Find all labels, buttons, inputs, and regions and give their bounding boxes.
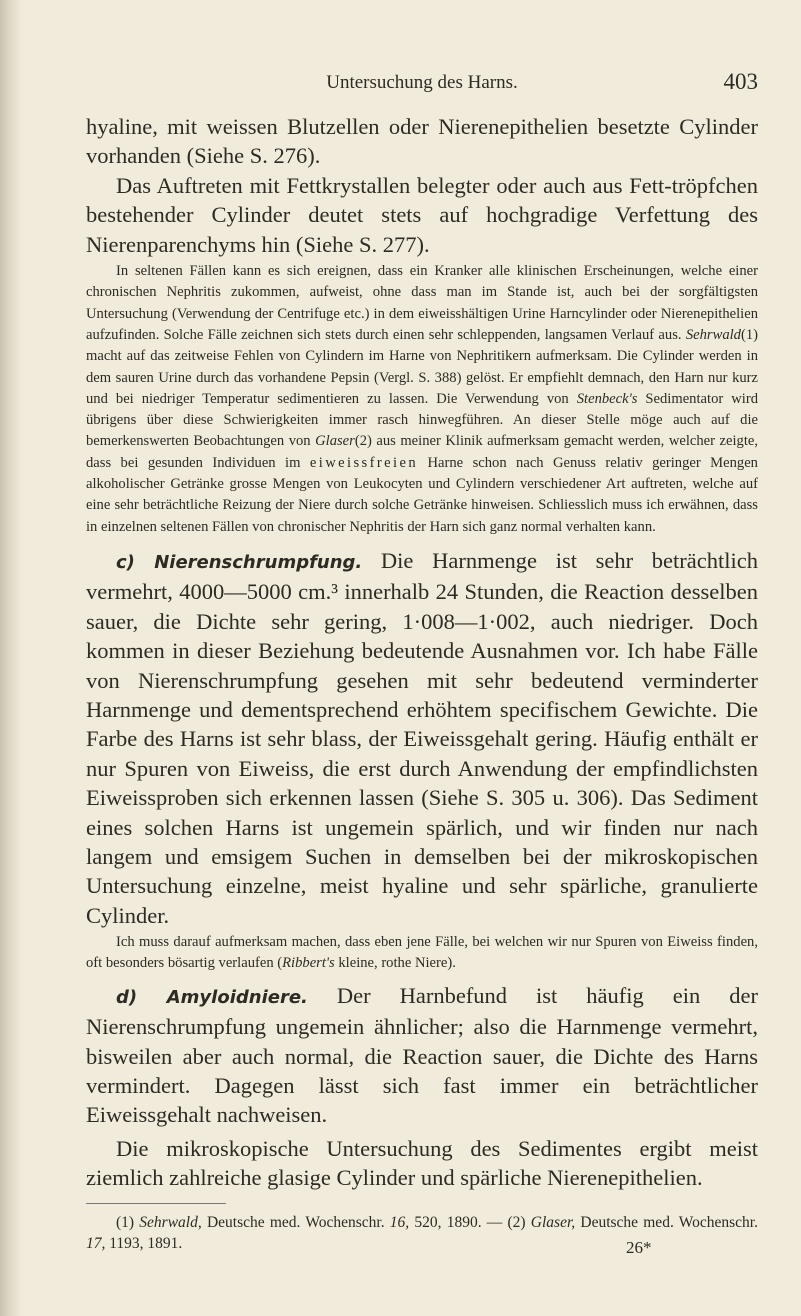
spaced-word: eiweissfreien [309, 454, 419, 471]
footnote-volume-2: 17, [86, 1234, 106, 1252]
paragraph-fettcylinder: Das Auftreten mit Fettkrystallen belegter oder auch aus Fett-tröpfchen bestehender Cylinder deutet stets auf hochgradige Verfettung des Nierenparenchyms hin (Siehe S. 277). [86, 172, 758, 257]
running-head [86, 69, 758, 100]
section-amyloidniere: d) Amyloidniere. Der Harnbefund ist häufig ein der Nierenschrumpfung ungemein ähnlicher; also die Harnmenge vermehrt, bisweilen aber auch normal, die Reaction sauer, die Dichte des Harns vermindert. Dagegen lässt sich fast immer ein beträchtlicher Eiweissgehalt nachweisen. [86, 982, 758, 1128]
page-number: 403 [723, 69, 758, 94]
footnote-author-glaser: Glaser, [530, 1213, 576, 1231]
signature-mark: 26* [626, 1238, 652, 1257]
author-ribbert: Ribbert's [282, 955, 335, 972]
paragraph-mikroskopisch: Die mikroskopische Untersuchung des Sedimentes ergibt meist ziemlich zahlreiche glasige Cylinder und spärliche Nierenepithelien. [86, 1135, 758, 1191]
footnote-rule [86, 1203, 226, 1204]
section-heading-d: d) Amyloidniere. [116, 986, 308, 1008]
author-sehrwald: Sehrwald [685, 326, 741, 343]
section-heading-c: c) Nierenschrumpfung. [116, 551, 363, 573]
running-title: Untersuchung des Harns. [326, 72, 518, 93]
small-print-ribbert: Ich muss darauf aufmerksam machen, dass eben jene Fälle, bei welchen wir nur Spuren von Eiweiss finden, oft besonders bösartig verlaufen (Ribbert's kleine, rothe Niere). [86, 934, 758, 972]
footnote-volume-1: 16, [389, 1213, 410, 1231]
small-print-note: In seltenen Fällen kann es sich ereignen, dass ein Kranker alle klinischen Erscheinungen, welche einer chronischen Nephritis zukommen, aufweist, ohne dass man im Stande ist, auch bei der sorgfältigsten Untersuchung (Verwendung der Centrifuge etc.) in dem eiweisshältigen Urine Harncylinder oder Nierenepithelien aufzufinden. Solche Fälle zeichnen sich stets durch einen sehr schleppenden, langsamen Verlauf aus. Sehrwald(1) macht auf das zeitweise Fehlen von Cylindern im Harne von Nephritikern aufmerksam. Die Cylinder werden in dem sauren Urine durch das vorhandene Pepsin (Vergl. S. 388) gelöst. Er empfiehlt demnach, den Harn nur kurz und bei niedriger Temperatur sedimentieren zu lassen. Die Verwendung von Stenbeck's Sedimentator wird übrigens über diese Schwierigkeiten immer rasch hinwegführen. An dieser Stelle möge auch auf die bemerkenswerten Beobachtungen von Glaser(2) aus meiner Klinik aufmerksam gemacht werden, welcher zeigte, dass bei gesunden Individuen im eiweissfreien Harne schon nach Genuss relativ geringer Mengen alkoholischer Getränke grosse Mengen von Leukocyten und Cylindern verschiedener Art auftreten, welche auf eine sehr beträchtliche Reizung der Niere durch solche Getränke hinweisen. Schliesslich muss ich erwähnen, dass in einzelnen seltenen Fällen von chronischer Nephritis der Harn sich ganz normal verhalten kann. [86, 263, 758, 535]
page-edge-shadow [0, 0, 22, 1316]
footnotes: (1) Sehrwald, Deutsche med. Wochenschr. 16, 520, 1890. — (2) Glaser, Deutsche med. Wochenschr. 17, 1193, 1891. [86, 1213, 758, 1252]
author-glaser: Glaser [315, 433, 355, 450]
footnote-author-sehrwald: Sehrwald, [139, 1213, 202, 1231]
section-nierenschrumpfung: c) Nierenschrumpfung. Die Harnmenge ist sehr beträchtlich vermehrt, 4000—5000 cm.³ innerhalb 24 Stunden, die Reaction desselben sauer, die Dichte sehr gering, 1·008—1·002, auch niedriger. Doch kommen in dieser Beziehung bedeutende Ausnahmen vor. Ich habe Fälle von Nierenschrumpfung gesehen mit sehr bedeutend verminderter Harnmenge und dementsprechend erhöhtem specifischem Gewichte. Die Farbe des Harns ist sehr blass, der Eiweissgehalt gering. Häufig enthält er nur Spuren von Eiweiss, die erst durch Anwendung der empfindlichsten Eiweissproben sich erkennen lassen (Siehe S. 305 u. 306). Das Sediment eines solchen Harns ist ungemein spärlich, und wir finden nur nach langem und emsigem Suchen in demselben bei der mikroskopischen Untersuchung einzelne, meist hyaline und sehr spärliche, granulierte Cylinder. [86, 547, 758, 928]
page-body [86, 112, 758, 1254]
author-stenbeck: Stenbeck's [576, 390, 638, 407]
paragraph-hyaline: hyaline, mit weissen Blutzellen oder Nierenepithelien besetzte Cylinder vorhanden (Siehe S. 276). [86, 114, 758, 169]
